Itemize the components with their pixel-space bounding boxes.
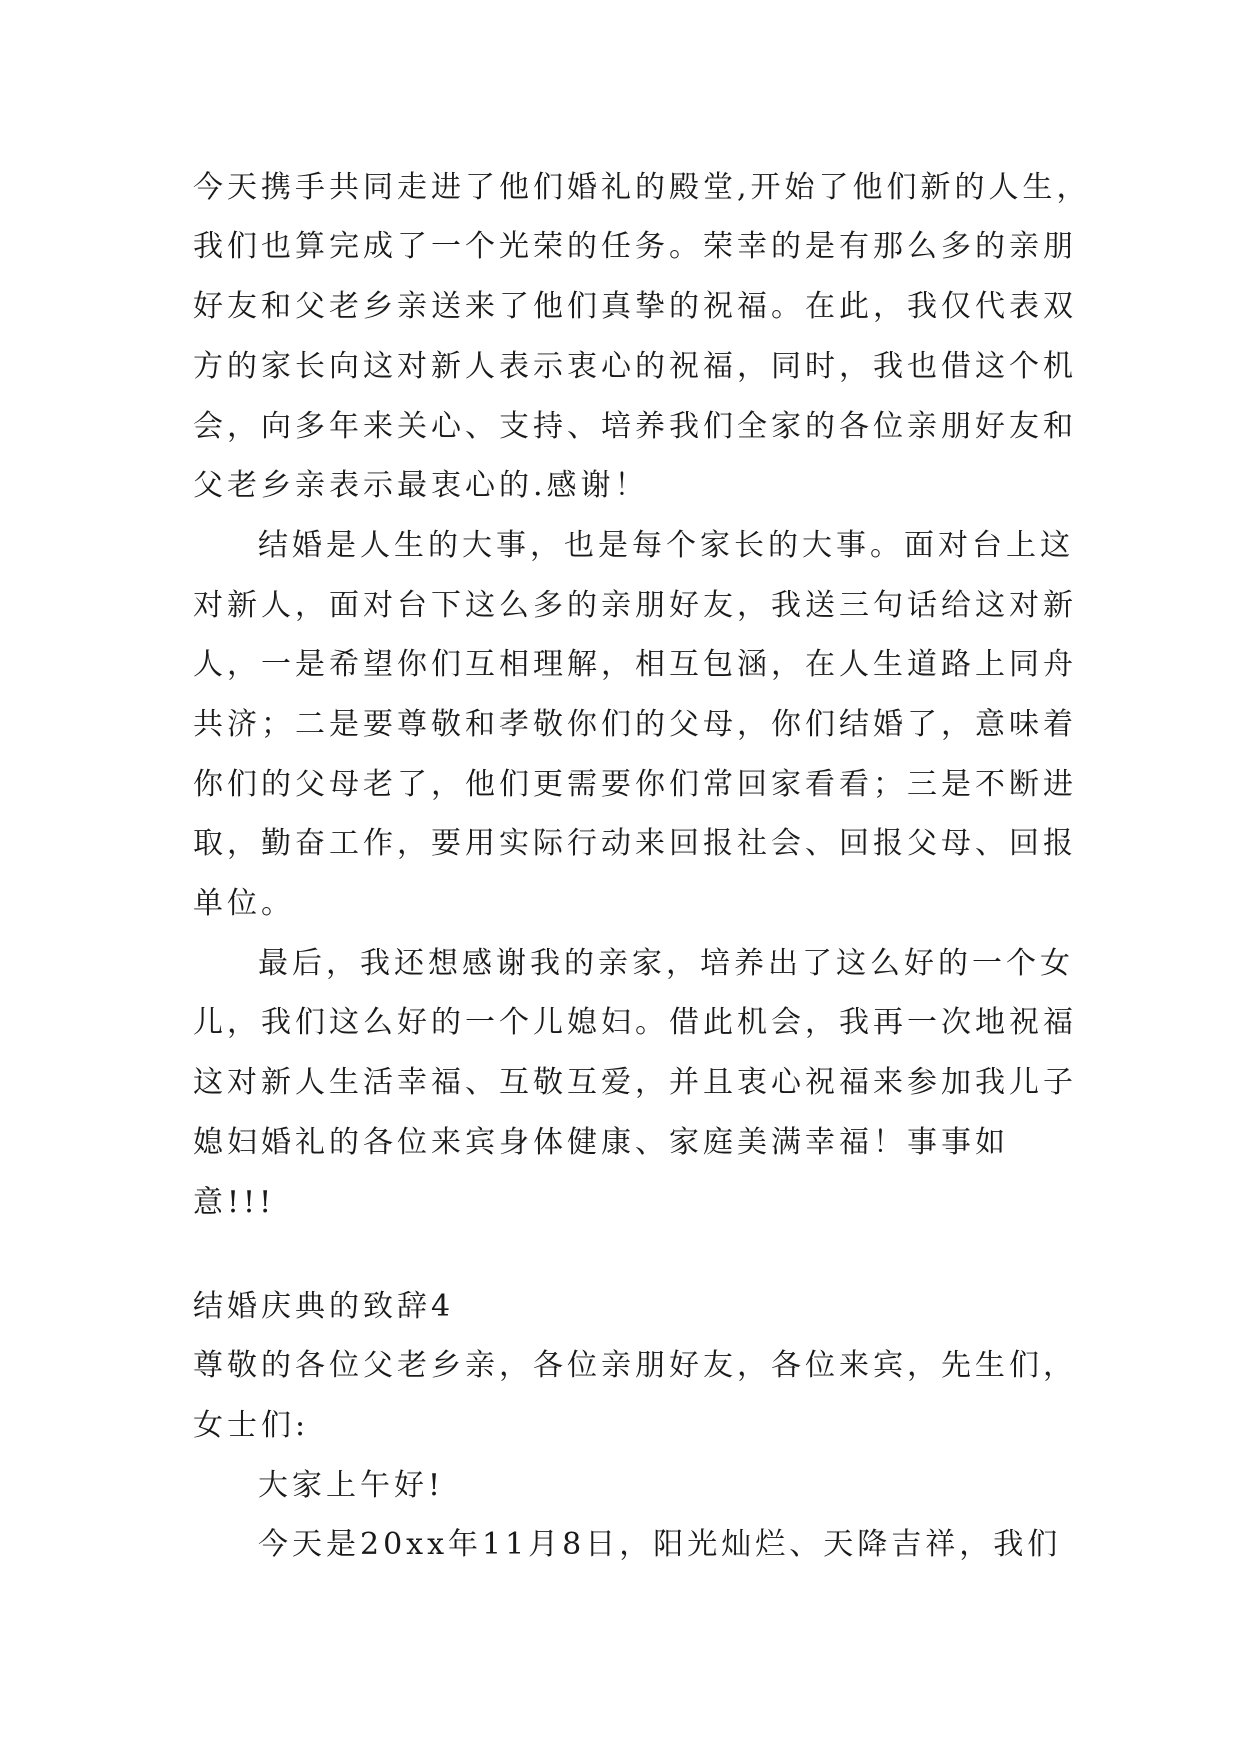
body-line: 父老乡亲表示最衷心的.感谢！: [193, 468, 649, 503]
body-line: 好友和父老乡亲送来了他们真挚的祝福。在此，我仅代表双: [193, 289, 1077, 324]
body-line: 今天是20xx年11月8日，阳光灿烂、天降吉祥，我们: [258, 1527, 1062, 1562]
body-line: 你们的父母老了，他们更需要你们常回家看看；三是不断进: [193, 767, 1077, 802]
body-line: 最后，我还想感谢我的亲家，培养出了这么好的一个女: [258, 946, 1074, 981]
body-line: 今天携手共同走进了他们婚礼的殿堂,开始了他们新的人生，: [193, 170, 1091, 205]
body-line: 意!!!: [193, 1185, 276, 1220]
body-line: 儿，我们这么好的一个儿媳妇。借此机会，我再一次地祝福: [193, 1005, 1077, 1040]
body-line: 女士们:: [193, 1408, 310, 1443]
body-line: 共济；二是要尊敬和孝敬你们的父母，你们结婚了，意味着: [193, 707, 1077, 742]
section-heading: 结婚庆典的致辞4: [193, 1289, 455, 1324]
body-line: 大家上午好!: [258, 1468, 445, 1503]
body-line: 这对新人生活幸福、互敬互爱，并且衷心祝福来参加我儿子: [193, 1065, 1077, 1100]
body-line: 方的家长向这对新人表示衷心的祝福，同时，我也借这个机: [193, 349, 1077, 384]
body-line: 尊敬的各位父老乡亲，各位亲朋好友，各位来宾，先生们，: [193, 1348, 1077, 1383]
body-line: 人，一是希望你们互相理解，相互包涵，在人生道路上同舟: [193, 647, 1077, 682]
body-line: 结婚是人生的大事，也是每个家长的大事。面对台上这: [258, 528, 1074, 563]
body-line: 单位。: [193, 886, 295, 921]
body-line: 会，向多年来关心、支持、培养我们全家的各位亲朋好友和: [193, 409, 1077, 444]
body-line: 取，勤奋工作，要用实际行动来回报社会、回报父母、回报: [193, 826, 1077, 861]
body-line: 对新人，面对台下这么多的亲朋好友，我送三句话给这对新: [193, 588, 1077, 623]
body-line: 媳妇婚礼的各位来宾身体健康、家庭美满幸福！事事如: [193, 1125, 1009, 1160]
body-line: 我们也算完成了一个光荣的任务。荣幸的是有那么多的亲朋: [193, 229, 1077, 264]
